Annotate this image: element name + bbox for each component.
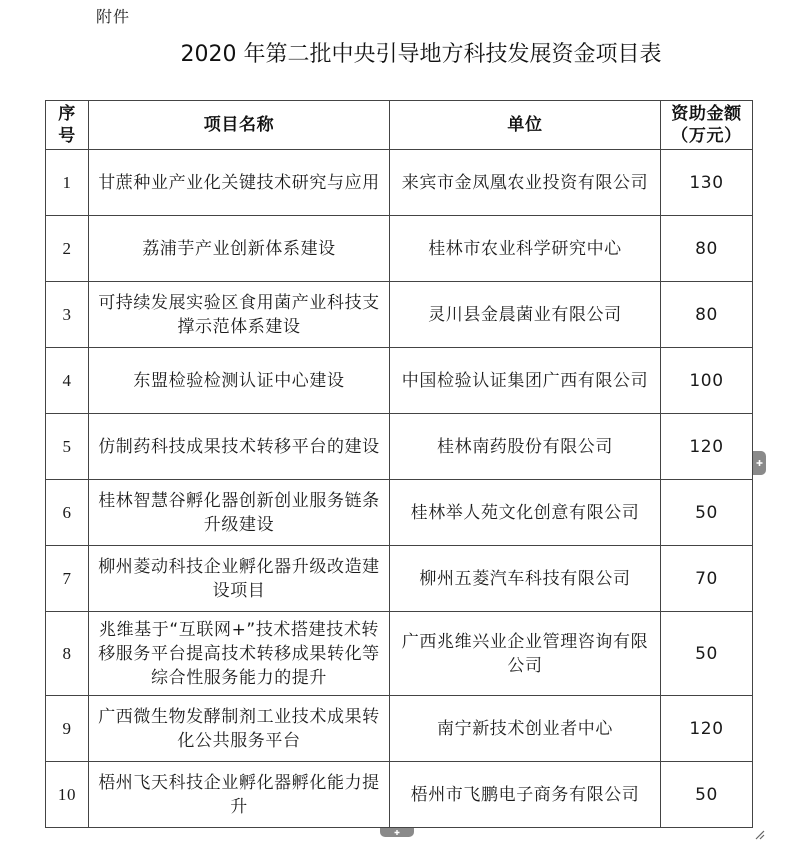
cell-organization: 灵川县金晨菌业有限公司 xyxy=(390,282,661,348)
cell-project-name: 广西微生物发酵制剂工业技术成果转化公共服务平台 xyxy=(89,696,390,762)
cell-organization: 桂林南药股份有限公司 xyxy=(390,414,661,480)
cell-organization: 来宾市金凤凰农业投资有限公司 xyxy=(390,150,661,216)
cell-index: 4 xyxy=(46,348,89,414)
table-row xyxy=(46,216,753,282)
cell-project-name: 柳州菱动科技企业孵化器升级改造建设项目 xyxy=(89,546,390,612)
table-row xyxy=(46,348,753,414)
table-row xyxy=(46,150,753,216)
add-row-handle[interactable] xyxy=(380,828,414,837)
header-cell-amount: 资助金额（万元） xyxy=(661,101,753,150)
table-row xyxy=(46,762,753,828)
table-resize-handle[interactable] xyxy=(754,829,765,840)
cell-organization: 桂林举人苑文化创意有限公司 xyxy=(390,480,661,546)
plus-icon xyxy=(753,451,766,475)
cell-project-name: 仿制药科技成果技术转移平台的建设 xyxy=(89,414,390,480)
cell-amount: 70 xyxy=(661,546,753,612)
cell-index: 5 xyxy=(46,414,89,480)
cell-index: 1 xyxy=(46,150,89,216)
add-column-handle[interactable] xyxy=(753,451,766,475)
cell-organization: 桂林市农业科学研究中心 xyxy=(390,216,661,282)
table-row xyxy=(46,480,753,546)
cell-organization: 柳州五菱汽车科技有限公司 xyxy=(390,546,661,612)
document-title: 2020 年第二批中央引导地方科技发展资金项目表 xyxy=(180,42,662,67)
cell-index: 8 xyxy=(46,612,89,696)
cell-index: 6 xyxy=(46,480,89,546)
cell-amount: 120 xyxy=(661,414,753,480)
cell-amount: 50 xyxy=(661,612,753,696)
table-header-row xyxy=(46,101,753,150)
project-table xyxy=(45,100,753,828)
cell-project-name: 桂林智慧谷孵化器创新创业服务链条升级建设 xyxy=(89,480,390,546)
cell-amount: 50 xyxy=(661,480,753,546)
cell-project-name: 荔浦芋产业创新体系建设 xyxy=(89,216,390,282)
cell-amount: 120 xyxy=(661,696,753,762)
table-row xyxy=(46,414,753,480)
resize-corner-icon xyxy=(754,829,765,840)
cell-index: 3 xyxy=(46,282,89,348)
cell-amount: 130 xyxy=(661,150,753,216)
cell-amount: 80 xyxy=(661,216,753,282)
cell-organization: 梧州市飞鹏电子商务有限公司 xyxy=(390,762,661,828)
table-row xyxy=(46,696,753,762)
cell-project-name: 兆维基于“互联网+”技术搭建技术转移服务平台提高技术转移成果转化等综合性服务能力的提升 xyxy=(89,612,390,696)
attachment-label: 附件 xyxy=(96,7,131,26)
cell-index: 9 xyxy=(46,696,89,762)
table-row xyxy=(46,282,753,348)
cell-index: 10 xyxy=(46,762,89,828)
table-row xyxy=(46,546,753,612)
table-row xyxy=(46,612,753,696)
cell-organization: 南宁新技术创业者中心 xyxy=(390,696,661,762)
cell-amount: 50 xyxy=(661,762,753,828)
header-cell-index: 序号 xyxy=(46,101,89,150)
cell-project-name: 可持续发展实验区食用菌产业科技支撑示范体系建设 xyxy=(89,282,390,348)
cell-index: 2 xyxy=(46,216,89,282)
cell-organization: 广西兆维兴业企业管理咨询有限公司 xyxy=(390,612,661,696)
cell-project-name: 梧州飞天科技企业孵化器孵化能力提升 xyxy=(89,762,390,828)
cell-amount: 80 xyxy=(661,282,753,348)
cell-project-name: 东盟检验检测认证中心建设 xyxy=(89,348,390,414)
cell-index: 7 xyxy=(46,546,89,612)
header-cell-project-name: 项目名称 xyxy=(89,101,390,150)
plus-icon xyxy=(380,828,414,837)
cell-project-name: 甘蔗种业产业化关键技术研究与应用 xyxy=(89,150,390,216)
cell-amount: 100 xyxy=(661,348,753,414)
cell-organization: 中国检验认证集团广西有限公司 xyxy=(390,348,661,414)
header-cell-organization: 单位 xyxy=(390,101,661,150)
